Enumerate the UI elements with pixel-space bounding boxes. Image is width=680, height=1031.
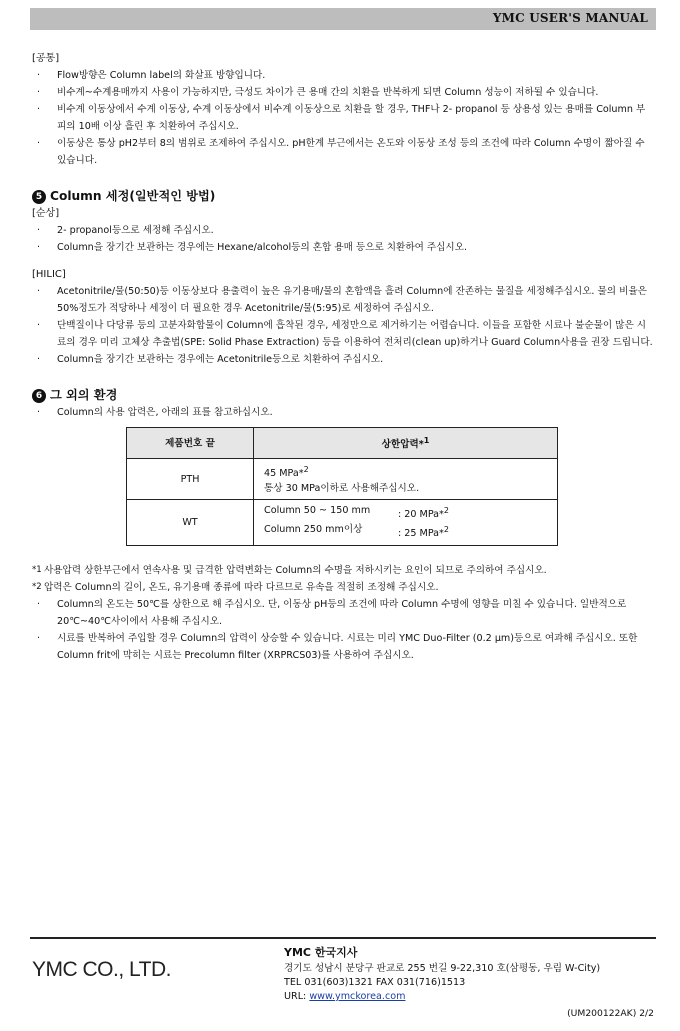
list-item: · 단백질이나 다당류 등의 고분자화합물이 Column에 흡착된 경우, 세정만으로 제거하기는 어렵습니다. 이들을 포함한 시료나 불순물이 많은 시료의 경우 미리 고체상 추출법(SPE: Solid Phase Extraction) 등을 이용하여 전처리(clean up)하거나 Guard Column사용을 권장 드립니다. — [37, 320, 653, 348]
list-item: · 비수계 이동상에서 수계 이동상, 수계 이동상에서 비수계 이동상으로 치환을 할 경우, THF나 2- propanol 등 상용성 있는 용매를 Column 부피의 10배 이상 흘린 후 치환하여 주십시오. — [37, 104, 646, 132]
branch-address: 경기도 성남시 분당구 판교로 255 번길 9-22,310 호(삼평동, 우림 W-City) — [284, 963, 601, 974]
table-cell-value: Column 50 ~ 150 mm : 20 MPa*$^2$ Column 250 mm이상 : 25 MPa*$^2$ — [254, 500, 558, 545]
list-item: · Column을 장기간 보관하는 경우에는 Hexane/alcohol등의 혼합 용매 등으로 치환하여 주십시오. — [37, 242, 468, 253]
document-code: (UM200122AK) 2/2 — [567, 1008, 654, 1019]
table-row — [127, 459, 558, 500]
header-title: YMC USER'S MANUAL — [492, 11, 648, 25]
table-cell-label: PTH — [127, 459, 254, 500]
section-tag-normal-phase: [순상] — [32, 208, 60, 219]
list-item: · 시료를 반복하여 주입할 경우 Column의 압력이 상승할 수 있습니다. 시료는 미리 YMC Duo-Filter (0.2 μm)등으로 여과해 주십시오. 또한 Column frit에 막히는 시료는 Precolumn filter (XRPRCS03)를 사용하여 주십시오. — [37, 632, 638, 661]
footnote: *1 사용압력 상한부근에서 연속사용 및 급격한 압력변화는 Column의 수명을 저하시키는 요인이 되므로 주의하여 주십시오. — [32, 564, 547, 576]
table-header-max-pressure: 상한압력*$^1$ — [254, 428, 558, 459]
section-6-heading: 6 그 외의 환경 — [32, 386, 654, 404]
list-item: · Column의 사용 압력은, 아래의 표를 참고하십시오. — [37, 407, 273, 418]
list-item: · Flow방향은 Column label의 화살표 방향입니다. — [37, 70, 266, 81]
website-link[interactable]: www.ymckorea.com — [309, 991, 406, 1002]
section-5-heading: 5 Column 세정(일반적인 방법) — [32, 187, 654, 205]
branch-phone: TEL 031(603)1321 FAX 031(716)1513 — [284, 977, 466, 988]
footnote: *2 압력은 Column의 길이, 온도, 유기용매 종류에 따라 다르므로 유속을 적절히 조정해 주십시오. — [32, 581, 439, 593]
section-tag-common: [공통] — [32, 53, 60, 64]
list-item: · 이동상은 통상 pH2부터 8의 범위로 조제하여 주십시오. pH한계 부근에서는 온도와 이동상 조성 등의 조건에 따라 Column 수명이 짧아질 수 있습니다. — [37, 138, 645, 166]
footer-contact — [284, 944, 600, 1004]
section-number-badge: 5 — [32, 190, 46, 204]
list-item: · 비수계~수계용매까지 사용이 가능하지만, 극성도 차이가 큰 용매 간의 치환을 반복하게 되면 Column 성능이 저하될 수 있습니다. — [37, 87, 599, 98]
document-body — [32, 50, 654, 664]
list-item: · 2- propanol등으로 세정해 주십시오. — [37, 225, 214, 236]
table-cell-label: WT — [127, 500, 254, 545]
section-tag-hilic: [HILIC] — [32, 269, 66, 280]
branch-name: YMC 한국지사 — [284, 946, 358, 959]
header-bar — [30, 8, 656, 30]
list-item: · Column을 장기간 보관하는 경우에는 Acetonitrile등으로 치환하여 주십시오. — [37, 354, 384, 365]
table-row — [127, 500, 558, 545]
list-item: · Acetonitrile/물(50:50)등 이동상보다 용출력이 높은 유기용매/물의 혼합액을 흘려 Column에 잔존하는 물질을 세정해주십시오. 물의 비율은 50%정도가 적당하나 세정이 더 필요한 경우 Acetonitrile/물(5:95)로 세정하여 주십시오. — [37, 286, 647, 314]
pressure-table — [126, 427, 558, 546]
section-number-badge: 6 — [32, 389, 46, 403]
table-header-product-suffix: 제품번호 끝 — [127, 428, 254, 459]
branch-url: URL: www.ymckorea.com — [284, 991, 406, 1002]
footer-divider — [30, 937, 656, 939]
table-cell-value: 45 MPa*$^2$ 통상 30 MPa이하로 사용해주십시오. — [254, 459, 558, 500]
company-logo: YMC CO., LTD. — [32, 958, 171, 981]
list-item: · Column의 온도는 50℃를 상한으로 해 주십시오. 단, 이동상 pH등의 조건에 따라 Column 수명에 영향을 미칠 수 있습니다. 일반적으로 20℃~40℃사이에서 사용해 주십시오. — [37, 598, 627, 627]
